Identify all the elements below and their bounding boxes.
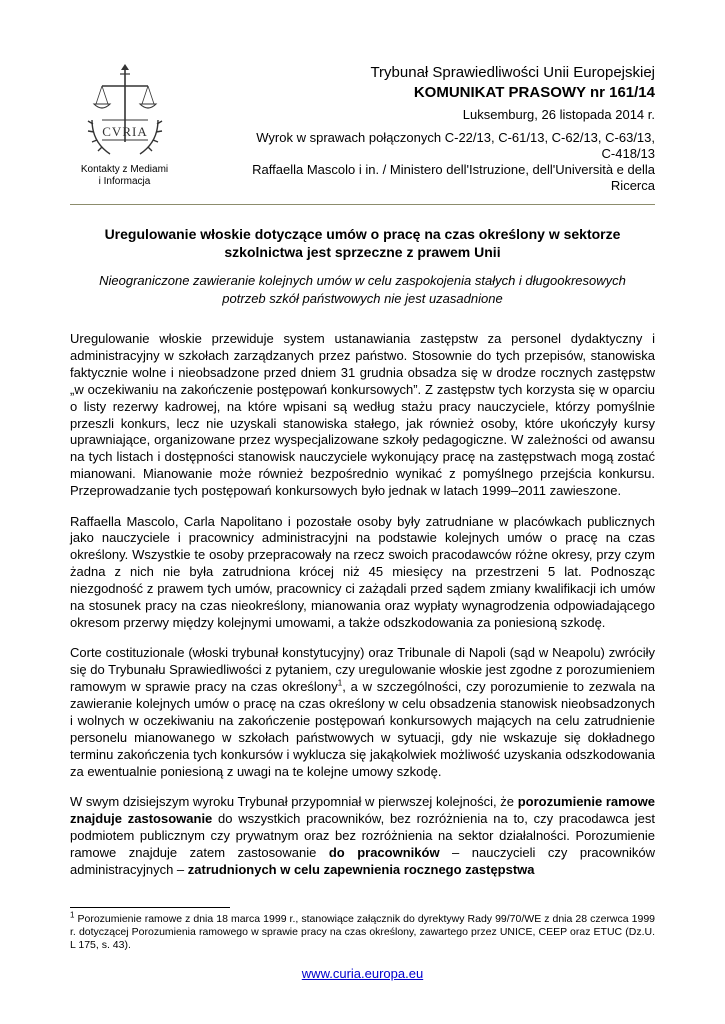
paragraph-4-text-3: – nauczycieli czy pracowników administracyjnych – [70, 844, 656, 877]
footnote [70, 910, 655, 952]
curia-website-link[interactable]: www.curia.europa.eu [301, 966, 424, 981]
contact-line-1: Kontakty z Mediami [80, 164, 169, 175]
judgment-parties-line-2: Ricerca [610, 178, 655, 193]
subheadline-line-1: Nieograniczone zawieranie kolejnych umów w celu zaspokojenia stałych i długookresowych [99, 273, 626, 288]
court-name: Trybunał Sprawiedliwości Unii Europejskiej [370, 64, 655, 81]
paragraph-1: Uregulowanie włoskie przewiduje system ustanawiania zastępstw za personel dydaktyczny i administracyjny w szkołach zarządzanych przez państwo. Stosownie do tych przepisów, stanowiska faktycznie wolne i nieobsadzone przed dniem 31 grudnia obsadza się w drodze rocznych zastępstw „w oczekiwaniu na zakończenie postępowań konkursowych”. Z zastępstw tych korzysta się w oparciu o listy rezerwy kadrowej, na które wpisani są według stażu pracy nauczyciele, którzy pomyślnie przeszli konkurs, lecz nie uzyskali stanowiska stałego, jak również osoby, które ukończyły kursy uprawniające, organizowane przez wyspecjalizowane szkoły pedagogiczne. W zależności od awansu na tych listach i dostępności stanowisk nauczyciele wykonujący pracę na zastępstwach mogą zostać mianowani. Mianowanie może również bezpośrednio wynikać z pomyślnego przejścia konkursu. Przeprowadzanie tych postępowań konkursowych było jednak w latach 1999–2011 zawieszone. [70, 331, 655, 499]
footnote-reference[interactable]: 1 [337, 678, 343, 688]
paragraph-4-bold-3: zatrudnionych w celu zapewnienia rocznego zastępstwa [187, 861, 535, 877]
judgment-cases-line: Wyrok w sprawach połączonych C-22/13, C-61/13, C-62/13, C-63/13, [256, 130, 655, 145]
judgment-parties-line: Raffaella Mascolo i in. / Ministero dell'Istruzione, dell'Università e della [252, 162, 655, 177]
paragraph-3-part-1: Corte costituzionale (włoski trybunał konstytucyjny) oraz Tribunale di Napoli (sąd w Neapolu) zwróciły się do Trybunału Sprawiedliwości z pytaniem, czy uregulowanie włoskie jest zgodne z porozumieniem ramowym w sprawie pracy na czas określony [70, 645, 655, 695]
release-body [70, 331, 655, 892]
media-contact-label [72, 164, 177, 188]
paragraph-4-text-2: do wszystkich pracowników, bez rozróżnienia na to, czy pracodawca jest podmiotem publicznym czy prywatnym oraz bez rozróżnienia na sektor działalności. Porozumienie ramowe znajduje zatem zastosowanie [70, 811, 655, 860]
release-header [185, 64, 655, 194]
court-logo-block [72, 62, 177, 188]
paragraph-4 [70, 794, 655, 879]
contact-line-2: i Informacja [98, 176, 151, 187]
paragraph-4-bold-1: porozumienie ramowe znajduje zastosowanie [70, 794, 656, 827]
svg-text:CVRIA: CVRIA [101, 124, 148, 139]
footnote-text: Porozumienie ramowe z dnia 18 marca 1999 r., stanowiące załącznik do dyrektywy Rady 99/70/WE z dnia 28 czerwca 1999 r. dotyczącej Porozumienia ramowego w sprawie pracy na czas określony, zawartego przez UNICE, CEEP oraz ETUC (Dz.U. L 175, s. 43). [70, 913, 655, 951]
place-and-date: Luksemburg, 26 listopada 2014 r. [462, 107, 655, 122]
paragraph-3 [70, 645, 655, 780]
paragraph-4-text-1: W swym dzisiejszym wyroku Trybunał przypomniał w pierwszej kolejności, że [70, 794, 518, 810]
footnote-number: 1 [70, 910, 75, 920]
judgment-reference [185, 130, 655, 194]
headline-line-2: szkolnictwa jest sprzeczne z prawem Unii [224, 244, 501, 260]
subheadline [80, 272, 645, 308]
paragraph-4-bold-2: do pracowników [328, 844, 440, 860]
subheadline-line-2: potrzeb szkół państwowych nie jest uzasadnione [222, 291, 503, 306]
paragraph-2: Raffaella Mascolo, Carla Napolitano i pozostałe osoby były zatrudniane w placówkach publicznych jako nauczyciele i pracownicy administracyjni na podstawie kolejnych umów o pracę na czas określony. Wszystkie te osoby przepracowały na rzecz swoich pracodawców różne okresy, przy czym żadna z nich nie była zatrudniona krócej niż 45 miesięcy na przestrzeni 5 lat. Podnosząc niezgodność z prawem tych umów, pracownicy ci zażądali przed sądem zmiany kwalifikacji ich umów na stosunek pracy na czas nieokreślony, mianowania oraz wypłaty wynagrodzenia odpowiadającego okresom przerwy między kolejnymi umowami, a także odszkodowania za poniesioną szkodę. [70, 513, 655, 630]
press-release-number: KOMUNIKAT PRASOWY nr 161/14 [413, 84, 655, 101]
cvria-emblem-icon [80, 62, 170, 160]
paragraph-3-part-2: , a w szczególności, czy porozumienie to zezwala na zawieranie kolejnych umów o pracę na czas określony w celu obsadzenia stanowisk nieobsadzonych i wolnych w oczekiwaniu na zakończenie postępowań konkursowych mających na celu zatrudnienie personelu mianowanego w szkołach państwowych w sytuacji, gdy nie wskazuje się dokładnego terminu zakończenia tych konkursów i wyklucza się jakąkolwiek możliwość uzyskania odszkodowania za ewentualnie poniesioną z uwagi na te kolejne umowy szkodę. [70, 679, 655, 779]
judgment-cases-line-2: C-418/13 [601, 146, 655, 161]
headline-line-1: Uregulowanie włoskie dotyczące umów o pracę na czas określony w sektorze [104, 226, 621, 242]
footnote-divider [70, 907, 230, 908]
headline [70, 225, 655, 261]
page-footer [0, 966, 725, 981]
header-divider [70, 204, 655, 205]
